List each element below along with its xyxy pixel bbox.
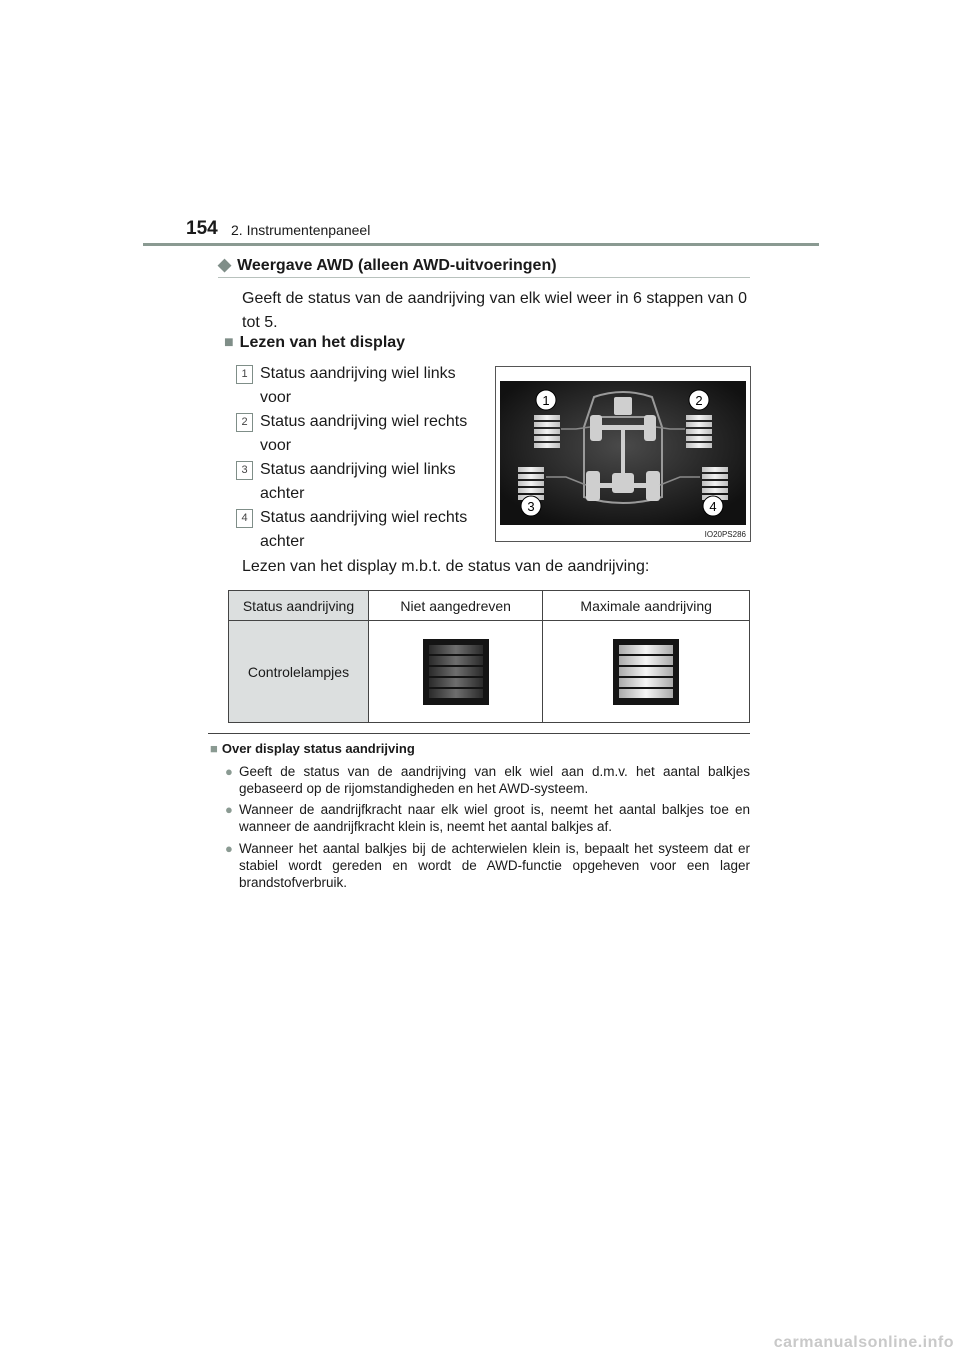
note-text: Wanneer de aandrijfkracht naar elk wiel groot is, neemt het aantal balkjes toe en wanneer de aandrijfkracht klein is, neemt het aantal balkjes af.: [239, 802, 750, 834]
chapter-title: 2. Instrumentenpaneel: [231, 222, 371, 238]
subsection-heading-text: Lezen van het display: [239, 334, 406, 351]
section-rule: [218, 277, 750, 278]
callout-3: [521, 496, 541, 516]
legend-item-1: [236, 362, 480, 410]
page-number: 154: [186, 218, 218, 239]
notes-title-text: Over display status aandrijving: [221, 741, 415, 756]
square-bullet-icon: ■: [224, 334, 234, 351]
indicator-bars-off-icon: [423, 639, 489, 705]
callout-label: 3: [527, 499, 535, 514]
header-rule: [143, 243, 819, 246]
callout-2: [689, 390, 709, 410]
watermark: carmanualsonline.info: [773, 1334, 954, 1351]
subsection-heading: [224, 334, 405, 352]
indicator-max-drive: [543, 621, 750, 723]
note-text: Wanneer het aantal balkjes bij de achterwielen klein is, bepaalt het systeem dat er stabiel wordt gereden en wordt de AWD-functie opgeheven voor een lager brandstofverbruik.: [239, 841, 750, 890]
table-header: Maximale aandrijving: [543, 591, 750, 621]
callout-label: 1: [542, 393, 550, 408]
callout-number: 1: [236, 365, 253, 384]
note-item: [225, 763, 750, 797]
figure-code: IO20PS286: [704, 530, 746, 539]
note-item: [225, 801, 750, 835]
section-title: [218, 255, 557, 275]
table-header: Niet aangedreven: [369, 591, 543, 621]
awd-display-illustration: [496, 367, 750, 541]
table-row-label: Controlelampjes: [229, 621, 369, 723]
legend-intro: Lezen van het display m.b.t. de status van de aandrijving:: [242, 558, 650, 575]
legend-item-text: Status aandrijving wiel rechts voor: [260, 413, 468, 454]
callout-number: 4: [236, 509, 253, 528]
callout-1: [536, 390, 556, 410]
callout-number: 2: [236, 413, 253, 432]
indicator-bars-on-icon: [613, 639, 679, 705]
table-header-row: [229, 591, 750, 621]
bars-front-left: [534, 415, 560, 448]
circle-bullet-icon: ●: [225, 764, 233, 779]
section-title-text: Weergave AWD (alleen AWD-uitvoeringen): [237, 257, 557, 274]
circle-bullet-icon: ●: [225, 802, 233, 817]
callout-number: 3: [236, 461, 253, 480]
notes-title: [210, 741, 415, 756]
callout-4: [703, 496, 723, 516]
table-header: Status aandrijving: [229, 591, 369, 621]
awd-display-figure: [495, 366, 751, 542]
legend-item-3: [236, 458, 480, 506]
callout-label: 2: [695, 393, 703, 408]
bars-rear-left: [518, 467, 544, 500]
legend-item-text: Status aandrijving wiel links voor: [260, 365, 456, 406]
diamond-icon: ◆: [218, 255, 232, 274]
legend-item-2: [236, 410, 480, 458]
square-bullet-icon: ■: [210, 741, 218, 756]
legend-item-text: Status aandrijving wiel rechts achter: [260, 509, 468, 550]
callout-label: 4: [709, 499, 717, 514]
bars-front-right: [686, 415, 712, 448]
note-item: [225, 840, 750, 891]
legend-item-text: Status aandrijving wiel links achter: [260, 461, 456, 502]
table-row: [229, 621, 750, 723]
note-text: Geeft de status van de aandrijving van elk wiel aan d.m.v. het aantal balkjes gebaseerd op de rijomstandigheden en het AWD-systeem.: [239, 764, 750, 796]
section-intro: Geeft de status van de aandrijving van elk wiel weer in 6 stappen van 0 tot 5.: [242, 290, 747, 331]
notes-rule: [208, 733, 750, 734]
circle-bullet-icon: ●: [225, 841, 233, 856]
status-table: [228, 590, 750, 723]
legend-item-4: [236, 506, 480, 554]
indicator-not-driven: [369, 621, 543, 723]
bars-rear-right: [702, 467, 728, 500]
